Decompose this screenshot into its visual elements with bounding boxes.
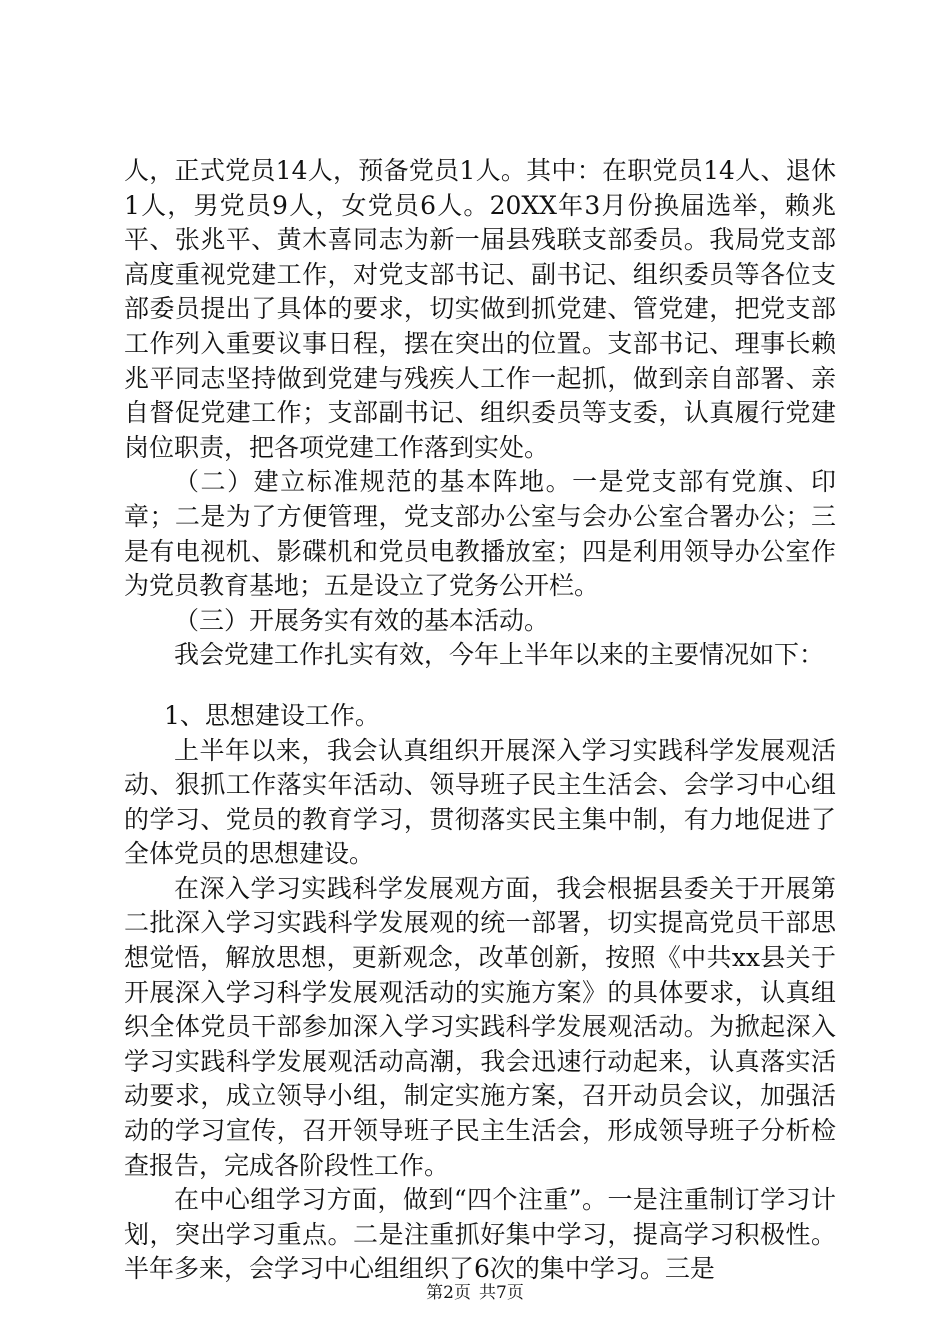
page-number-current: 第2页 <box>426 1283 471 1303</box>
page-footer <box>0 1283 950 1303</box>
paragraph-scientific-development: 在深入学习实践科学发展观方面，我会根据县委关于开展第二批深入学习实践科学发展观的统一部署，切实提高党员干部思想觉悟，解放思想，更新观念，改革创新，按照《中共xx县关于开展深入学习科学发展观活动的实施方案》的具体要求，认真组织全体党员干部参加深入学习实践科学发展观活动。为掀起深入学习实践科学发展观活动高潮，我会迅速行动起来，认真落实活动要求，成立领导小组，制定实施方案，召开动员会议，加强活动的学习宣传，召开领导班子民主生活会，形成领导班子分析检查报告，完成各阶段性工作。 <box>124 873 836 1180</box>
paragraph-party-members: 人，正式党员14人，预备党员1人。其中：在职党员14人、退休1人，男党员9人，女党员6人。20XX年3月份换届选举，赖兆平、张兆平、黄木喜同志为新一届县残联支部委员。我局党支部高度重视党建工作，对党支部书记、副书记、组织委员等各位支部委员提出了具体的要求，切实做到抓党建、管党建，把党支部工作列入重要议事日程，摆在突出的位置。支部书记、理事长赖兆平同志坚持做到党建与残疾人工作一起抓，做到亲自部署、亲自督促党建工作；支部副书记、组织委员等支委，认真履行党建岗位职责，把各项党建工作落到实处。 <box>124 156 836 462</box>
paragraph-central-group-study: 在中心组学习方面，做到“四个注重”。一是注重制订学习计划，突出学习重点。二是注重抓好集中学习，提高学习积极性。半年多来，会学习中心组组织了6次的集中学习。三是 <box>124 1185 836 1284</box>
section-heading-ideology: 1、思想建设工作。 <box>164 700 380 730</box>
paragraph-basic-activities-heading: （三）开展务实有效的基本活动。 <box>174 605 550 635</box>
paragraph-summary-intro: 我会党建工作扎实有效，今年上半年以来的主要情况如下： <box>174 640 825 670</box>
document-body <box>124 154 836 1287</box>
paragraph-ideology-work: 上半年以来，我会认真组织开展深入学习实践科学发展观活动、狠抓工作落实年活动、领导班子民主生活会、会学习中心组的学习、党员的教育学习，贯彻落实民主集中制，有力地促进了全体党员的思想建设。 <box>124 735 836 869</box>
page-number-total: 共7页 <box>479 1283 524 1303</box>
paragraph-basic-position: （二）建立标准规范的基本阵地。一是党支部有党旗、印章；二是为了方便管理，党支部办公室与会办公室合署办公；三是有电视机、影碟机和党员电教播放室；四是利用领导办公室作为党员教育基地；五是设立了党务公开栏。 <box>124 467 836 601</box>
